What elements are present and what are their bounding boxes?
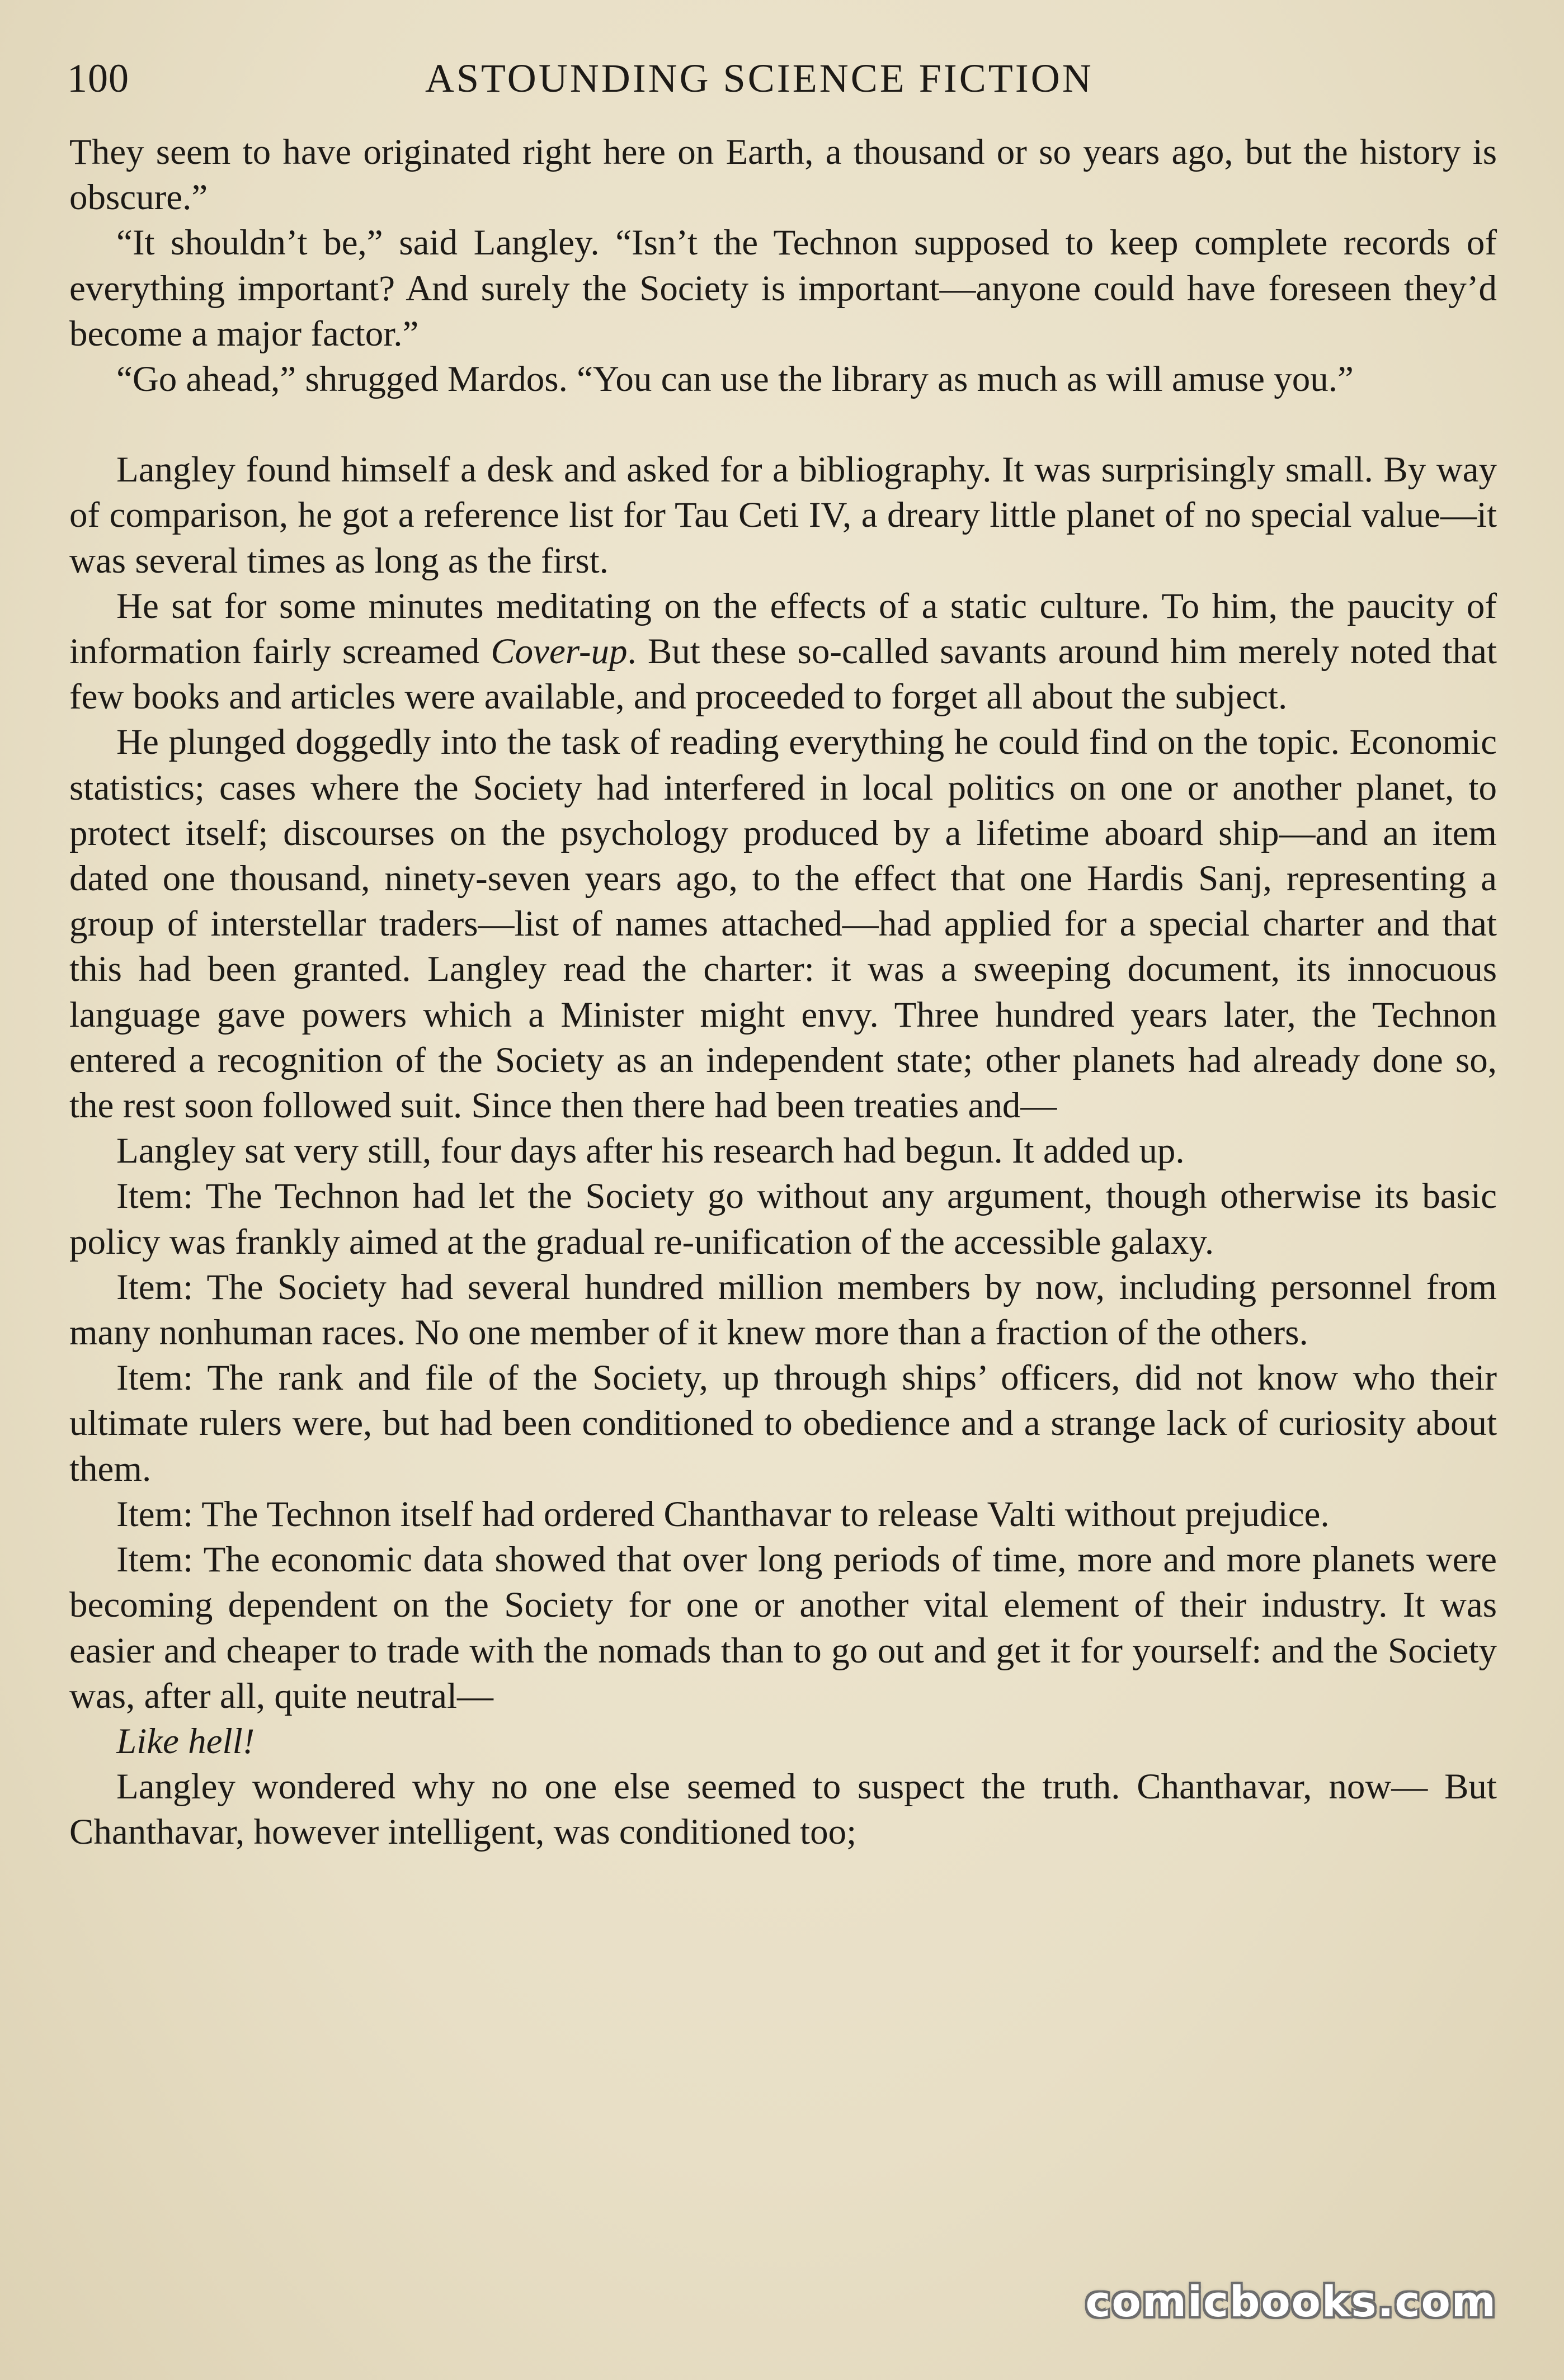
paragraph-emphasis: Cover-up xyxy=(491,631,628,672)
paragraph: Langley sat very still, four days after his research had begun. It added up. xyxy=(116,1131,1185,1172)
paragraph: “Go ahead,” shrugged Mardos. “You can use the library as much as will amuse you.” xyxy=(116,359,1354,400)
paragraph: Item: The Society had several hundred million members by now, including personnel from many nonhuman races. No one member of it knew more than a fraction of the others. xyxy=(69,1267,1497,1353)
paragraph: Item: The Technon itself had ordered Chanthavar to release Valti without prejudice. xyxy=(116,1494,1330,1534)
paragraph: Item: The Technon had let the Society go without any argument, though otherwise its basic policy was frankly aimed at the gradual re-unification of the accessible galaxy. xyxy=(69,1176,1497,1262)
paragraph-text: . But these so-called savants around him merely noted that few books and articles were available, and proceeded to forget all about the subject. xyxy=(69,631,1497,717)
paragraph: Item: The rank and file of the Society, up through ships’ officers, did not know who their ultimate rulers were, but had been conditioned to obedience and a strange lack of curiosity about them. xyxy=(69,1358,1497,1489)
paragraph-text: He sat for some minutes meditating on the effects of a static culture. To him, the paucity of information fairly screamed xyxy=(69,585,1497,672)
page-number: 100 xyxy=(67,56,129,101)
paragraph-emphasis: Like hell! xyxy=(116,1721,255,1762)
paragraph: They seem to have originated right here on Earth, a thousand or so years ago, but the history is obscure.” xyxy=(69,132,1497,218)
paragraph: He plunged doggedly into the task of reading everything he could find on the topic. Economic statistics; cases where the Society had interfered in local politics on one or another planet, to protect itself; discourses on the psychology produced by a lifetime aboard ship—and an item dated one thousand, ninety-seven years ago, to the effect that one Hardis Sanj, representing a group of interstellar traders—list of names attached—had applied for a special charter and that this had been granted. Langley read the charter: it was a sweeping document, its innocuous language gave powers which a Minister might envy. Three hundred years later, the Technon entered a recognition of the Society as an independent state; other planets had already done so, the rest soon followed suit. Since then there had been treaties and— xyxy=(69,722,1497,1126)
running-title: ASTOUNDING SCIENCE FICTION xyxy=(425,56,1094,101)
paragraph: Item: The economic data showed that over long periods of time, more and more planets were becoming dependent on the Society for one or another vital element of their industry. It was easier and cheaper to trade with the nomads than to go out and get it for yourself: and the Society was, after all, quite neutral— xyxy=(69,1540,1497,1716)
paragraph xyxy=(69,1719,1497,1764)
site-watermark: comicbooks.com xyxy=(1085,2277,1497,2326)
paragraph: “It shouldn’t be,” said Langley. “Isn’t the Technon supposed to keep complete records of everything important? And surely the Society is important—anyone could have foreseen they’d become a major factor.” xyxy=(69,223,1497,354)
paragraph: Langley wondered why no one else seemed to suspect the truth. Chanthavar, now— But Chanthavar, however intelligent, was conditioned too; xyxy=(69,1767,1497,1853)
paragraph xyxy=(69,584,1497,720)
paragraph: Langley found himself a desk and asked for a bibliography. It was surprisingly small. By way of comparison, he got a reference list for Tau Ceti IV, a dreary little planet of no special value—it was several times as long as the first. xyxy=(69,450,1497,581)
page-header xyxy=(67,45,1499,112)
body-text xyxy=(69,130,1497,1855)
